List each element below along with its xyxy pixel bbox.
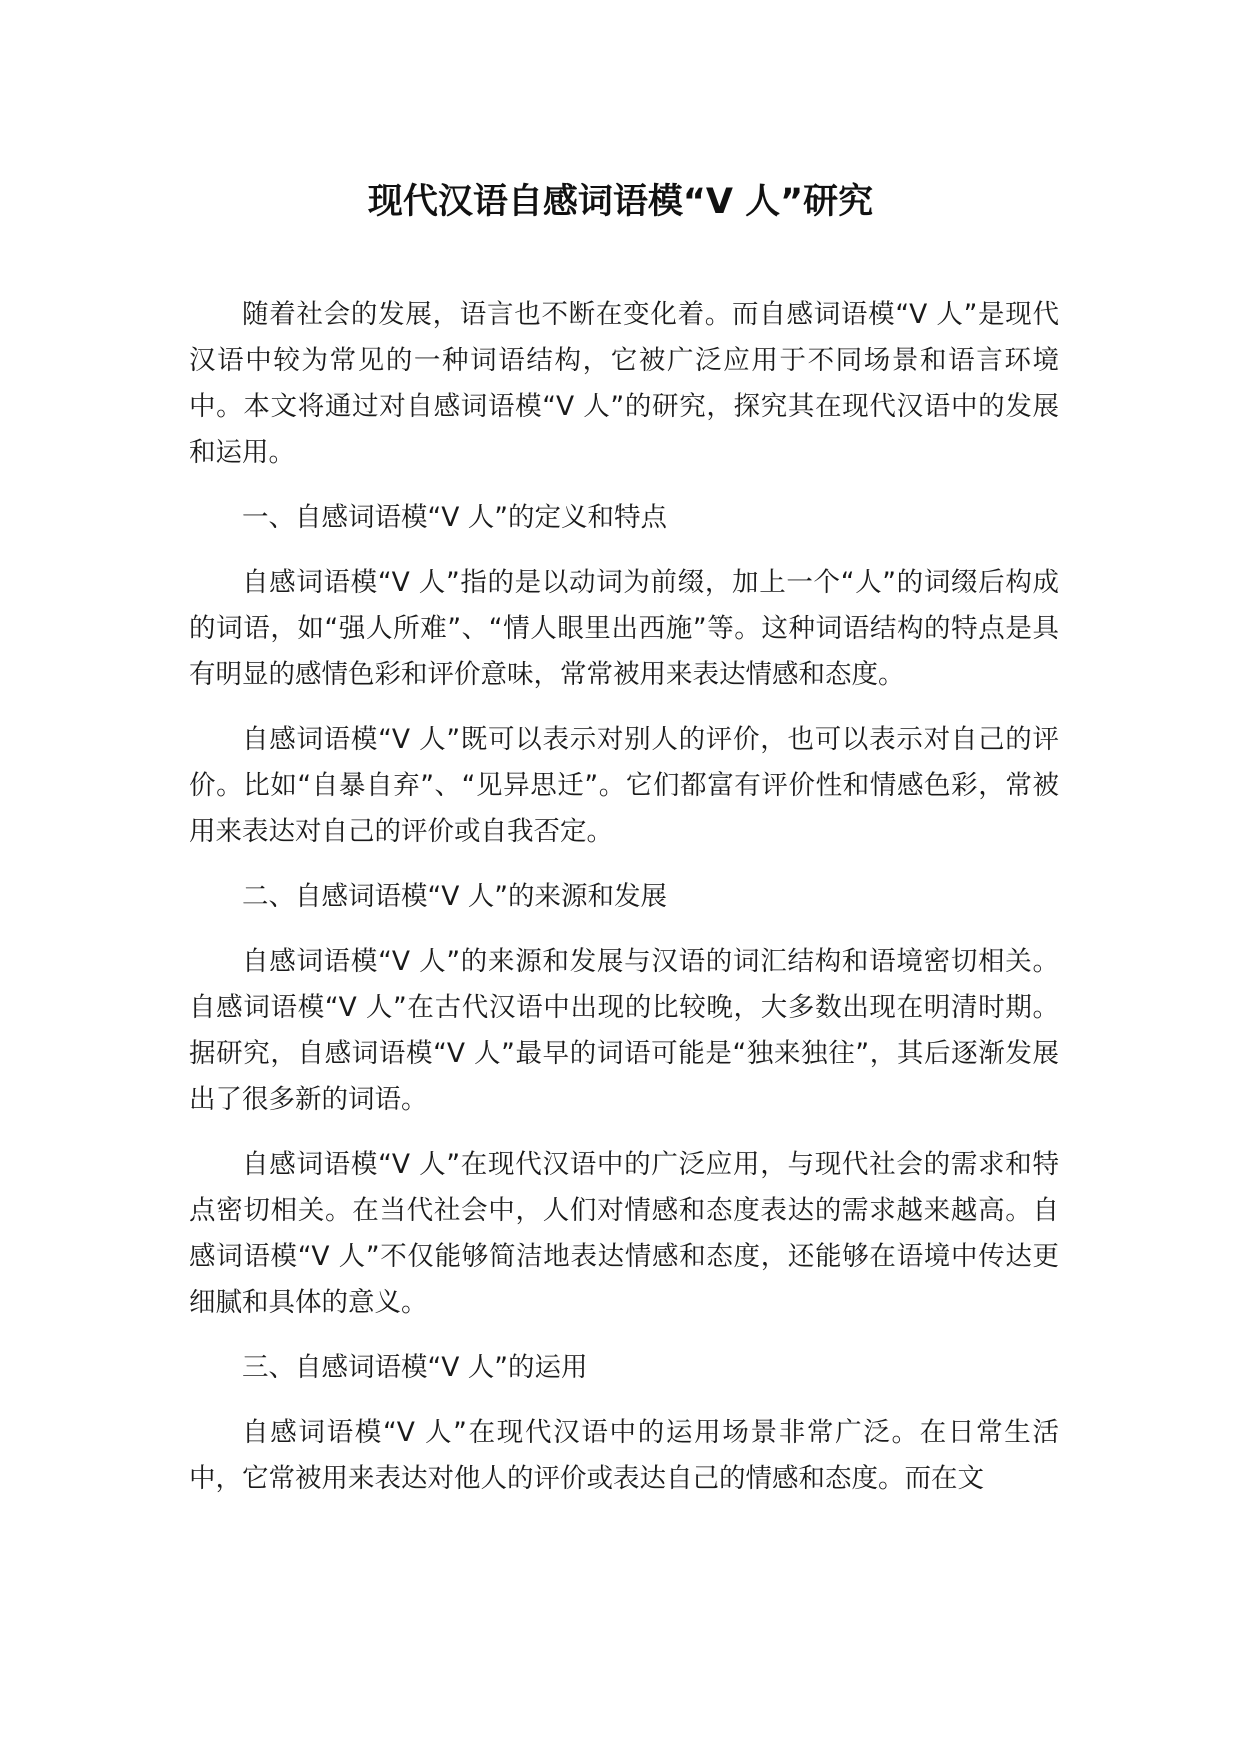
- section-heading-3: 三、自感词语模“V 人”的运用: [242, 1352, 588, 1383]
- paragraph-application: 自感词语模“V 人”在现代汉语中的运用场景非常广泛。在日常生活中，它常被用来表达对他人的评价或表达自己的情感和态度。而在文: [189, 1417, 1059, 1494]
- paragraph-definition: 自感词语模“V 人”指的是以动词为前缀，加上一个“人”的词缀后构成的词语，如“强人所难”、“情人眼里出西施”等。这种词语结构的特点是具有明显的感情色彩和评价意味，常常被用来表达情感和态度。: [189, 567, 1059, 690]
- section-heading-1: 一、自感词语模“V 人”的定义和特点: [242, 502, 668, 533]
- paragraph-origin: 自感词语模“V 人”的来源和发展与汉语的词汇结构和语境密切相关。自感词语模“V 人”在古代汉语中出现的比较晚，大多数出现在明清时期。据研究，自感词语模“V 人”最早的词语可能是“独来独往”，其后逐渐发展出了很多新的词语。: [189, 946, 1059, 1115]
- document-body: [189, 292, 1059, 1521]
- paragraph-evaluation: 自感词语模“V 人”既可以表示对别人的评价，也可以表示对自己的评价。比如“自暴自弃”、“见异思迁”。它们都富有评价性和情感色彩，常被用来表达对自己的评价或自我否定。: [189, 724, 1059, 847]
- section-heading-2: 二、自感词语模“V 人”的来源和发展: [242, 881, 668, 912]
- paragraph-intro: 随着社会的发展，语言也不断在变化着。而自感词语模“V 人”是现代汉语中较为常见的一种词语结构，它被广泛应用于不同场景和语言环境中。本文将通过对自感词语模“V 人”的研究，探究其在现代汉语中的发展和运用。: [189, 299, 1059, 468]
- document-title: 现代汉语自感词语模“V 人”研究: [367, 182, 874, 222]
- paragraph-modern-use: 自感词语模“V 人”在现代汉语中的广泛应用，与现代社会的需求和特点密切相关。在当代社会中，人们对情感和态度表达的需求越来越高。自感词语模“V 人”不仅能够简洁地表达情感和态度，还能够在语境中传达更细腻和具体的意义。: [189, 1149, 1059, 1318]
